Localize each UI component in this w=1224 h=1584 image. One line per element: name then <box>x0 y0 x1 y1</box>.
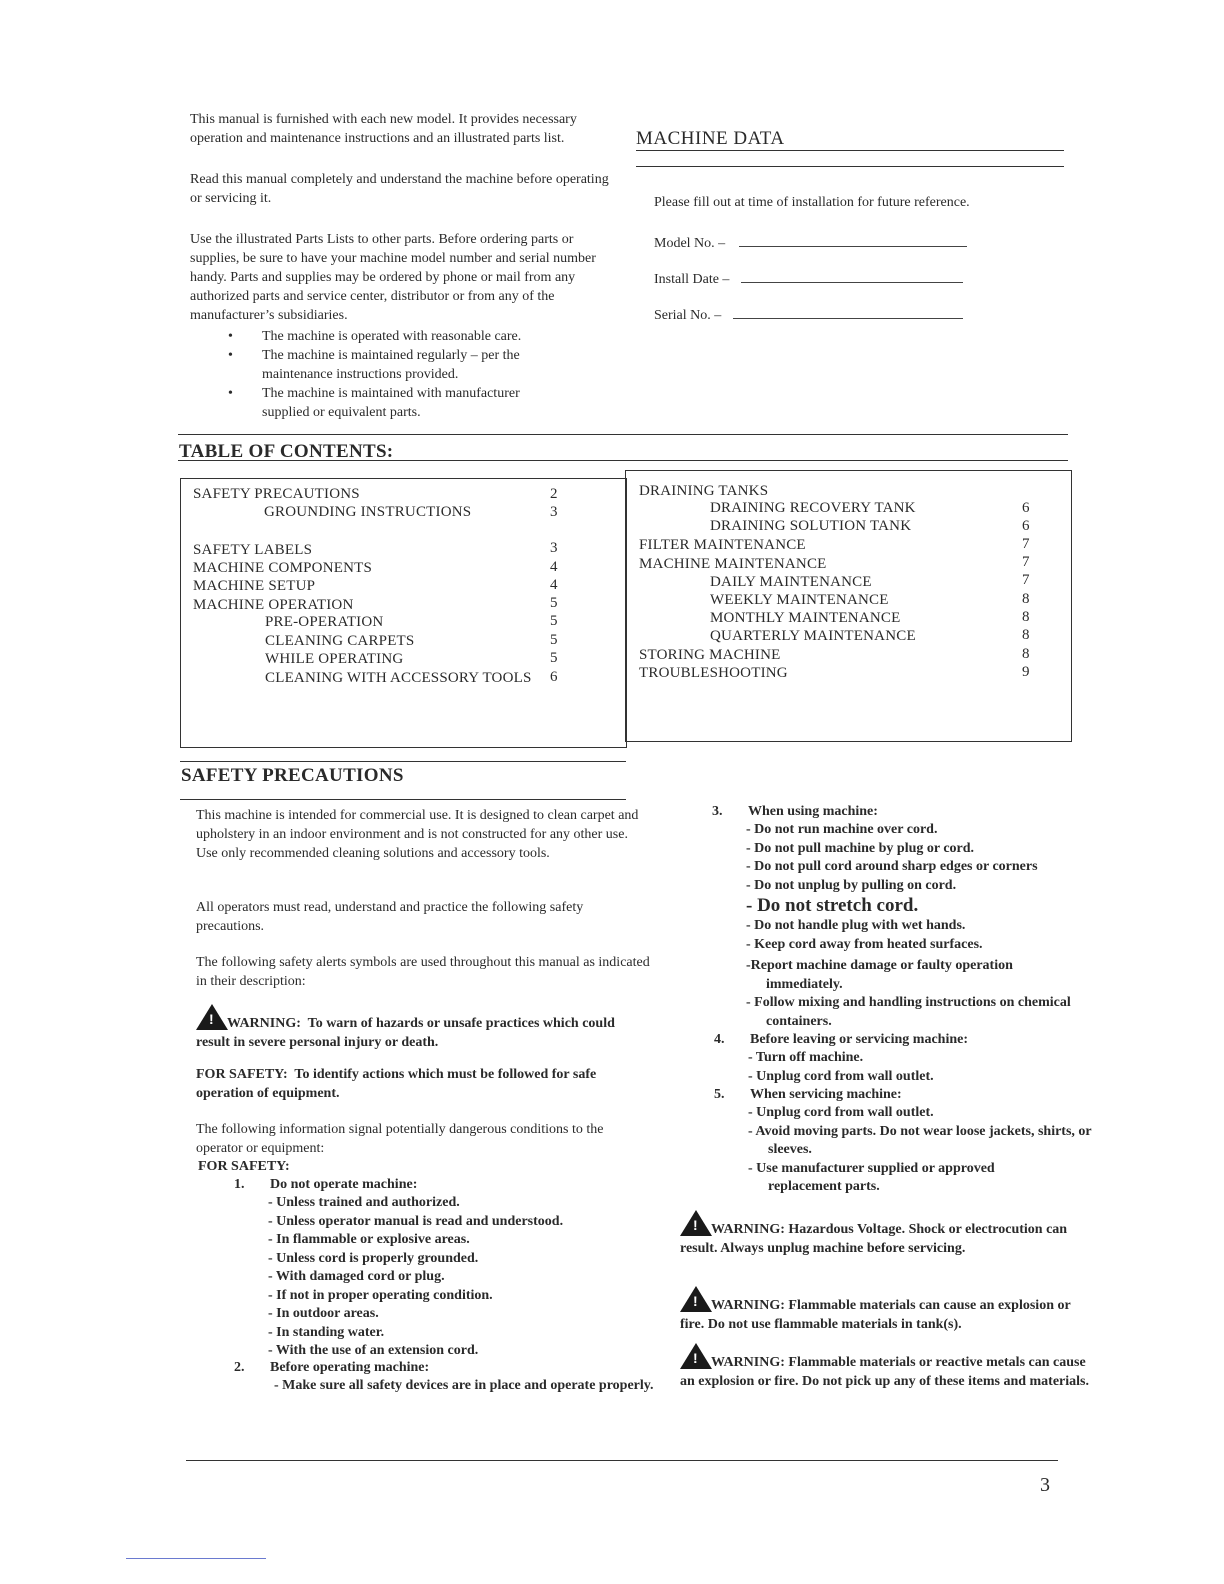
list-item: - Unplug cord from wall outlet. <box>748 1068 934 1084</box>
model-number-label: Model No. – <box>654 236 726 251</box>
toc-page-number: 6 <box>550 669 558 685</box>
toc-entry[interactable]: FILTER MAINTENANCE <box>639 537 806 553</box>
for-safety-definition-text: To identify actions which must be followed for safe operation of equipment. <box>196 1067 597 1101</box>
machine-data-rule-1 <box>636 150 1064 151</box>
model-number-blank[interactable] <box>739 234 967 247</box>
toc-entry[interactable]: MACHINE OPERATION <box>193 597 354 613</box>
intro-paragraph-1: This manual is furnished with each new model. It provides necessary operation and maintenance instructions and an illustrated parts list. <box>190 112 577 146</box>
toc-entry[interactable]: STORING MACHINE <box>639 647 781 663</box>
warning-reactive-text: WARNING: Flammable materials or reactive metals can cause an explosion or fire. Do not pick up any of these items and materials. <box>680 1355 1089 1389</box>
toc-page-number: 5 <box>550 613 558 629</box>
footer-rule <box>186 1460 1058 1461</box>
safety-title: SAFETY PRECAUTIONS <box>181 765 404 786</box>
toc-entry[interactable]: MONTHLY MAINTENANCE <box>710 610 901 626</box>
for-safety-heading: FOR SAFETY: <box>198 1159 290 1174</box>
list-item: - In standing water. <box>268 1324 385 1340</box>
list-item: - Do not pull cord around sharp edges or corners <box>746 859 1038 874</box>
list-number: 4. <box>714 1032 725 1047</box>
toc-page-number: 8 <box>1022 627 1030 643</box>
list-heading: Before leaving or servicing machine: <box>750 1032 968 1047</box>
toc-rule-top <box>178 434 1068 435</box>
toc-page-number: 7 <box>1022 572 1030 588</box>
toc-page-number: 7 <box>1022 554 1030 570</box>
list-heading: When using machine: <box>748 804 878 819</box>
list-item: - Do not stretch cord. <box>746 895 919 916</box>
toc-page-number: 3 <box>550 540 558 556</box>
warning-icon <box>196 1004 228 1030</box>
toc-entry[interactable]: MACHINE SETUP <box>193 578 316 594</box>
warning-reactive <box>680 1343 1090 1391</box>
toc-page-number: 7 <box>1022 536 1030 552</box>
safety-paragraph-1: This machine is intended for commercial use. It is designed to clean carpet and upholstery in an indoor environment and is not constructed for any other use. Use only recommended cleaning solutions and accessory tools. <box>196 808 639 861</box>
intro-bullet: • The machine is maintained regularly – per the maintenance instructions provided. <box>262 346 562 384</box>
toc-page-number: 8 <box>1022 609 1030 625</box>
list-number: 1. <box>234 1177 245 1192</box>
warning-label: WARNING: <box>227 1016 301 1031</box>
toc-title: TABLE OF CONTENTS: <box>179 441 394 462</box>
for-safety-label: FOR SAFETY: <box>196 1067 288 1082</box>
warning-definition <box>196 1004 646 1052</box>
toc-page-number: 8 <box>1022 591 1030 607</box>
toc-page-number: 4 <box>550 577 558 593</box>
safety-paragraph-2: All operators must read, understand and practice the following safety precautions. <box>196 900 584 934</box>
serial-number-blank[interactable] <box>733 306 963 319</box>
toc-page-number: 9 <box>1022 664 1030 680</box>
safety-paragraph-3: The following safety alerts symbols are used throughout this manual as indicated in their description: <box>196 955 650 989</box>
warning-flammable-text: WARNING: Flammable materials can cause an explosion or fire. Do not use flammable materials in tank(s). <box>680 1298 1071 1332</box>
list-item: - Use manufacturer supplied or approved replacement parts. <box>748 1160 995 1194</box>
safety-rule-bottom <box>180 799 626 800</box>
toc-entry[interactable]: TROUBLESHOOTING <box>639 665 788 681</box>
toc-entry[interactable]: WHILE OPERATING <box>265 651 404 667</box>
toc-entry[interactable]: DRAINING RECOVERY TANK <box>710 500 916 516</box>
list-heading: Before operating machine: <box>270 1360 430 1375</box>
toc-page-number: 2 <box>550 486 558 502</box>
toc-page-number: 5 <box>550 632 558 648</box>
list-item: - Do not handle plug with wet hands. <box>746 918 966 933</box>
toc-page-number: 4 <box>550 559 558 575</box>
list-number: 3. <box>712 804 723 819</box>
safety-paragraph-4: The following information signal potentially dangerous conditions to the operator or equipment: <box>196 1122 604 1156</box>
toc-page-number: 6 <box>1022 518 1030 534</box>
list-item: - Do not run machine over cord. <box>746 822 938 837</box>
toc-page-number: 5 <box>550 650 558 666</box>
model-number-field[interactable] <box>654 234 967 252</box>
toc-page-number: 8 <box>1022 646 1030 662</box>
toc-entry[interactable]: DRAINING SOLUTION TANK <box>710 518 912 534</box>
warning-flammable <box>680 1286 1095 1334</box>
toc-entry[interactable]: WEEKLY MAINTENANCE <box>710 592 889 608</box>
warning-definition-text: To warn of hazards or unsafe practices which could result in severe personal injury or death. <box>196 1016 615 1050</box>
toc-entry[interactable]: MACHINE COMPONENTS <box>193 560 373 576</box>
toc-entry[interactable]: DAILY MAINTENANCE <box>710 574 872 590</box>
install-date-field[interactable] <box>654 270 963 288</box>
list-item: - Make sure all safety devices are in place and operate properly. <box>274 1378 654 1393</box>
intro-bullet: • The machine is maintained with manufacturer supplied or equivalent parts. <box>262 384 562 422</box>
warning-icon <box>680 1210 712 1236</box>
list-item: - Unless operator manual is read and understood. <box>268 1213 564 1229</box>
toc-entry[interactable]: GROUNDING INSTRUCTIONS <box>264 504 472 520</box>
list-item: - Avoid moving parts. Do not wear loose jackets, shirts, or sleeves. <box>748 1123 1092 1157</box>
warning-icon <box>680 1286 712 1312</box>
list-number: 2. <box>234 1360 245 1375</box>
list-item: - Unless cord is properly grounded. <box>268 1250 479 1266</box>
toc-entry[interactable]: CLEANING CARPETS <box>265 633 415 649</box>
list-item: - In outdoor areas. <box>268 1306 379 1321</box>
warning-voltage <box>680 1210 1090 1258</box>
list-5-items <box>748 1104 1093 1197</box>
toc-entry[interactable]: PRE-OPERATION <box>265 614 384 630</box>
machine-data-title: MACHINE DATA <box>636 128 785 149</box>
toc-rule-bottom <box>178 460 1068 461</box>
list-3-items <box>746 821 1091 1031</box>
list-item: - Do not pull machine by plug or cord. <box>746 840 975 856</box>
toc-entry[interactable]: CLEANING WITH ACCESSORY TOOLS <box>265 670 532 686</box>
toc-page-number: 6 <box>1022 500 1030 516</box>
page-number: 3 <box>1040 1474 1050 1496</box>
warning-icon <box>680 1343 712 1369</box>
warning-voltage-text: WARNING: Hazardous Voltage. Shock or electrocution can result. Always unplug machine before servicing. <box>680 1222 1068 1256</box>
list-heading: Do not operate machine: <box>270 1177 418 1192</box>
safety-rule-top <box>180 761 626 762</box>
toc-entry[interactable]: DRAINING TANKS <box>639 483 769 499</box>
list-item: - In flammable or explosive areas. <box>268 1232 470 1247</box>
machine-data-rule-2 <box>636 166 1064 167</box>
intro-bullet: • The machine is operated with reasonable care. <box>262 327 620 346</box>
install-date-label: Install Date – <box>654 272 730 287</box>
intro-bullets <box>190 327 620 422</box>
machine-data-note: Please fill out at time of installation for future reference. <box>654 195 970 210</box>
footnote-rule <box>126 1558 266 1559</box>
list-item: - Do not unplug by pulling on cord. <box>746 877 957 893</box>
list-item: - Unless trained and authorized. <box>268 1195 460 1210</box>
for-safety-definition <box>196 1065 646 1103</box>
toc-entry[interactable]: SAFETY LABELS <box>193 542 313 558</box>
serial-number-label: Serial No. – <box>654 308 722 323</box>
list-item: - Keep cord away from heated surfaces. <box>746 936 983 952</box>
list-1-items <box>268 1194 638 1361</box>
intro-paragraph-2: Read this manual completely and understand the machine before operating or servicing it. <box>190 172 609 206</box>
toc-page-number: 3 <box>550 504 558 520</box>
intro-section <box>190 110 620 422</box>
list-item: - Unplug cord from wall outlet. <box>748 1105 934 1120</box>
toc-entry[interactable]: SAFETY PRECAUTIONS <box>193 486 360 502</box>
list-heading: When servicing machine: <box>750 1087 902 1102</box>
install-date-blank[interactable] <box>741 270 963 283</box>
list-item: - If not in proper operating condition. <box>268 1287 493 1303</box>
list-item: - Turn off machine. <box>748 1050 864 1065</box>
list-item: - With damaged cord or plug. <box>268 1269 445 1284</box>
list-4-items <box>748 1049 1078 1086</box>
serial-number-field[interactable] <box>654 306 963 324</box>
list-item: - With the use of an extension cord. <box>268 1343 479 1358</box>
list-item: - Follow mixing and handling instructions on chemical containers. <box>746 995 1071 1029</box>
list-item: -Report machine damage or faulty operation immediately. <box>746 958 1013 992</box>
toc-entry[interactable]: MACHINE MAINTENANCE <box>639 556 827 572</box>
toc-page-number: 5 <box>550 595 558 611</box>
toc-entry[interactable]: QUARTERLY MAINTENANCE <box>710 628 916 644</box>
intro-paragraph-3: Use the illustrated Parts Lists to other parts. Before ordering parts or supplies, be sure to have your machine model number and serial number handy. Parts and supplies may be ordered by phone or mail from any authorized parts and service center, distributor or from any of the manufacturer’s subsidiaries. <box>190 232 596 323</box>
list-number: 5. <box>714 1087 725 1102</box>
